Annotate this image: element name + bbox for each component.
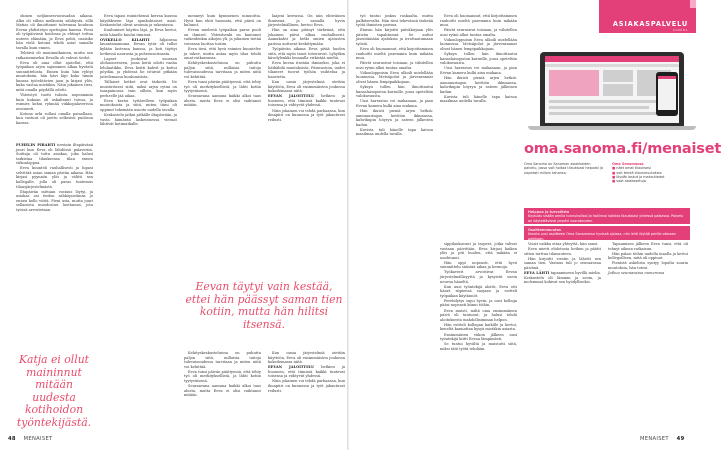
lead-in: EEVAN JALOITTELU (268, 365, 315, 370)
pink-square-icon: ■ (612, 166, 616, 171)
paragraph: Iltapäivän mittaan vastaus löytyi, ja asiakas sai tiedon sähköpostiinsa jo ennen kello viittä. Pieni asia, mutta juuri sellaisista muodostuu luottamus, jota työssä arvostetaan. (16, 189, 93, 212)
paragraph: Eeva muisti, miltä oma ensimmäinen päivä oli tuntunut, ja halusi tehdä aloituksesta mahdollisimman helpon. (440, 308, 517, 322)
banner-brand: SANOMA (672, 29, 688, 32)
paragraph: Kuvista tuli hänelle tapa katsoa maailmaa uudella tavalla. (356, 127, 433, 137)
paragraph: Hän ikuisti pieniä arjen hetkiä: aamuauringon keittiön ikkunassa, kahvikupin höyryn ja sateen jälkeisen kadun. (356, 109, 433, 127)
paragraph: Hän palasi töihin uudella innolla ja kertoi kollegoilleen, mitä oli oppinut. (608, 251, 688, 261)
paragraph: Kehityskeskusteluissa on puhuttu paljon siitä, millaisia taitoja tulevaisuudessa tarvitaan ja miten niitä voi kehittää. (184, 351, 261, 369)
paragraph: Hän oppi nopeasti, että hyvä suunnittelu säästää aikaa ja hermoja. (440, 260, 517, 270)
paragraph: Pienistä askelista syntyy lopulta suuria muutoksia, hän totesi. (608, 261, 688, 270)
paragraph: Syksyn tullen hän ilmoittautui kansalaisopiston kurssille, jossa opeteltiin valokuvausta. (440, 52, 517, 66)
left-column-4-lower (268, 351, 345, 432)
paragraph: Eeva kuunteli rauhallisesti ja lupasi selvittää asian saman päivän aikana. Hän kirjasi pyynnön ylös ja välitti sen kollegalle, jolla oli paras tuntemus tilausjärjestelmästä. (16, 166, 93, 189)
page-gutter (347, 0, 349, 450)
left-column-1 (16, 14, 93, 139)
left-column-1-lower (16, 143, 93, 267)
paragraph: Kun uusia järjestelmiä otettiin käyttöön, Eeva oli ensimmäisten joukossa kokeilemassa niitä. (268, 351, 345, 365)
paragraph: Kun uusi työntekijä aloitti, Eeva otti hänet siipiensä suojaan ja esitteli työpaikan käytännöt. (440, 284, 517, 298)
features-list: Oma Sanomassa ■ näet omat tilauksesi ■ voit tehdä tilausmuutoksia ■ löydät laskut ja maksutiedot ■ saat asiakasetuja (612, 162, 696, 183)
paragraph: Eeva kertoi tyttärelleen työpaikan muutoksista ja siitä, miten tiimi oli oppinut tekemään asioita uudella tavalla. (100, 98, 177, 112)
lead-in: EEVA LÄHTI (524, 271, 550, 276)
paragraph: Kehityskeskusteluissa on puhuttu paljon siitä, millaisia taitoja tulevaisuudessa tarvitaan ja miten niitä voi kehittää. (184, 61, 261, 79)
pink-square-icon: ■ (612, 174, 616, 179)
right-footer-title: MENAISET (640, 436, 669, 442)
paragraph: Kuulumiset käytiin läpi, ja Eeva kertoi, mitä hänelle kuului tiimissä. (100, 28, 177, 37)
right-column-2-upper (440, 14, 517, 238)
paragraph: Eeva tapasi esimiehensä kerran kuussa käydäkseen läpi ajankohtaiset asiat. Keskustelut olivat avoimia ja rakentavia. (100, 14, 177, 28)
paragraph: ohmen neljännesvuosisadan aikana. Alku oli silloin melkoista sähläystä, sillä Matias oli ilmoittanut tulevansa kouluun Eevan yhdistetyn opettajien kanssa. Pieni oli työpäivinsä hoidossa ja ehtinyt tottua uuteen elämään, ja Eeva pohti, osaisiko hän vielä kotona tehdä asiat samalla tavalla kuin ennen. (16, 14, 93, 50)
paragraph: Eeva tiesi, että hyvä esimies kuuntelee ja tukee, mutta antaa myös tilaa tehdä omat ratkaisunsa. (184, 47, 261, 61)
paragraph: Hän on aina pitänyt tärkeänä, että jokainen päivä alkaa rauhallisesti. Aamukahvi ja hetki omien ajatusten parissa auttavat keskittymään. (268, 28, 345, 46)
paragraph: Uusi harrastus vei mukanaan, ja pian Eevan kamera kulki aina mukana. (440, 66, 517, 75)
lead-in: PUHELIN PIRAHTI (16, 143, 56, 147)
paragraph: laajeni kerrassa. On niin ehtiväinen ihmisenä, ja samalla hyvin järjestelmällinen, kertoo Eeva. (268, 14, 345, 28)
paragraph: Eevan mielestä työpaikan paras puoli on ihmiset. Yhteishenki on kantanut vaikeidenkin aikojen yli, ja jokainen tietää voivansa luottaa toisiin. (184, 28, 261, 46)
paragraph: Päivät seurasivat toisiaan, ja vähitellen uusi rytmi alkoi tuntua omalta. (356, 61, 433, 70)
paragraph: Eeva tunsi päivän päättyessä, että tehty työ oli merkityksellistä, ja lähti kotiin tyytyväisenä. (184, 369, 261, 383)
right-column-1 (356, 14, 433, 432)
paragraph: Tehtävä oli monimutkainen, mutta sen ratkaisemiseksi Eevalla oli vahvat tiedot. (16, 50, 93, 60)
banner-corner (690, 0, 696, 8)
laptop-base (528, 126, 696, 130)
paragraph: Hän kirjoitti viestin ja lähetti sen saman tien. Vastaus tuli jo seuraavana päivänä. (524, 256, 601, 270)
paragraph: Eeva kuvaa itseään ihmiseksi, joka ei hätkähdä muutoksista. Päinvastoin, uudet tilanteet tuovat työhön vaihtelua ja haastetta. (268, 61, 345, 79)
paragraph: Seuraavana aamuna kaikki alkoi taas alusta, mutta Eeva ei olisi vaihtanut mitään. (184, 94, 261, 108)
pink-square-icon: ■ (612, 170, 616, 175)
paragraph: sippilaukuvuut ja tarpeet, jotka tulivat vastaan päivittäin. Eeva kirjasi kaiken ylös ja piti huolen, että mikään ei unohtunut. (440, 242, 517, 260)
paragraph: Eeva mietti ehdotusta hetken ja päätti sitten tarttua tilaisuuteen. (524, 247, 601, 256)
left-footer-title: MENAISET (23, 436, 53, 442)
paragraph: Hän esitteli kollegan kaikille ja kertoi, keneltä kannattaa kysyä mistäkin asiasta. (440, 322, 517, 332)
lead-in: OVIKELLO KILAHTI (100, 37, 150, 42)
portal-features (524, 160, 696, 208)
paragraph: OVIKELLO KILAHTI hiljaisena lauantaiaamuna. Eevan tytär oli tullut kylään lastensa kanssa, ja koti täyttyi hetkessä naurusta ja puheensorinasta. (100, 37, 177, 56)
pink-square-icon: ■ (612, 179, 616, 184)
customer-service-banner (599, 0, 696, 33)
paragraph: EEVA LÄHTI tapaamiseen hyvillä mielin. Keskustelu oli lämmin ja avoin, ja molemmat kokivat sen hyödylliseksi. (524, 271, 601, 285)
right-column-4 (608, 242, 688, 432)
paragraph: Näin jokainen voi tehdä parhaansa, kun ilmapiiri on kunnossa ja työt jakautuvat reilusti. (268, 379, 345, 393)
right-page-number: 49 (676, 436, 685, 442)
paragraph: EEVAN JALOITTELU hetkien ja huoneen, että tiimissä kaikki tuntevat toisensa ja viihtyvät yhdessä. (268, 94, 345, 108)
pullquote-1: Katja ei ollut maininnut mitään uudesta kotihoidon työntekijästä. (16, 353, 92, 429)
portal-url[interactable]: oma.sanoma.fi/menaiset (524, 141, 721, 157)
left-column-2 (100, 14, 177, 432)
paragraph: Lapset juoksivat suoraan olohuoneeseen, jossa heitä odotti vanha lelulaatikko. Eeva keitti kahvit ja kattoi pöydän, ja yhdessä he istuivat pitkään juttelemassa kuulumisista. (100, 56, 177, 79)
paragraph: EEVAN JALOITTELU hetkien ja huoneen, että tiimissä kaikki tuntevat toisensa ja viihtyvät yhdessä. (268, 365, 345, 379)
lead-in: EEVAN JALOITTELU (268, 94, 315, 99)
paragraph: Yhteistyö tuotti tulosta nopeammin kuin kukaan oli uskaltanut toivoa, ja esimies kehui ryhmää viikkopalaverissa avoimesti. (16, 93, 93, 111)
right-footer (640, 436, 685, 442)
paragraph: Viikonloppuisin Eeva ulkoili mielellään luonnossa. Metsäpolut ja järvenrannat olivat hänen lempipaikkojaan. (440, 37, 517, 52)
left-column-3-lower (184, 351, 261, 432)
paragraph: Kuvista tuli hänelle tapa katsoa maailmaa uudella tavalla. (440, 94, 517, 104)
paragraph: Kun uusia järjestelmiä otettiin käyttöön, Eeva oli ensimmäisten joukossa kokeilemassa niitä. (268, 80, 345, 94)
info-box-address-change: Osoitteenmuutos Ilmoita uusi osoitteesi Oma Sanomassa hyvissä ajoissa, niin lehti löytää perille oikeaan paikkaan. (524, 226, 690, 240)
features-title: Oma Sanomassa (612, 162, 644, 166)
paragraph: Hän ikuisti pieniä arjen hetkiä: aamuauringon keittiön ikkunassa, kahvikupin höyryn ja sateen jälkeisen kadun. (440, 76, 517, 94)
paragraph: Iltaisin hän kirjoitti päiväkirjaan ylös päivän tapahtumat. Se auttoi jäsentämään ajatuksia ja irrottautumaan työstä. (356, 28, 433, 46)
paragraph: Näin jokainen voi tehdä parhaansa, kun ilmapiiri on kunnossa ja työt jakautuvat reilusti. (268, 108, 345, 122)
paragraph: Eeva oli aina ollut ajatellut, että työpaikan arjen sujuminen alkaa hyvästä suunnittelusta. Ennen kuin hän ryhtyi muutoksiin, hän kävi läpi koko tiimin kanssa työtehtävien jaon ja kirjasi ylös, kuka vastaa mistäkin. Näin jokainen tiesi, mitä omalla pöydällä odotti. (16, 60, 93, 92)
device-mockup (524, 42, 696, 134)
paragraph: Tapaamisen jälkeen Eeva tunsi, että oli tehnyt oikean ratkaisun. (608, 242, 688, 251)
paragraph: Voisit vaikka ottaa yhteyttä, hän sanoi. (528, 242, 599, 246)
right-column-3 (524, 242, 601, 432)
paragraph: Kotona arki rullasi omalla painollaan, kun vastuut oli jaettu selkeästi puolison kanssa. (16, 111, 93, 125)
left-footer (8, 436, 53, 442)
paragraph: Seuraavana aamuna kaikki alkoi taas alusta, mutta Eeva ei olisi vaihtanut mitään. (184, 384, 261, 398)
paragraph: Uusi harrastus vei mukanaan, ja pian Eevan kamera kulki aina mukana. (356, 99, 433, 108)
banner-label: ASIAKASPALVELU (612, 20, 688, 28)
paragraph: Eeva oli huomannut, että kirjoittaminen rauhoitti mieltä paremmin kuin mikään muu. (440, 14, 517, 28)
paragraph: Syksyn tullen hän ilmoittautui kansalaisopiston kurssille, jossa opeteltiin valokuvausta. (356, 85, 433, 99)
features-intro: Oma Sanoma on Sanoman asiakkaiden palvelu, jossa voit hoitaa tilauksiasi helposti ja nopeasti milloin tahansa. (524, 162, 603, 175)
paragraph: Se tuntui hyvältä ja muistutti siitä, miksi tätä työtä tehdään. (440, 342, 517, 351)
paragraph: Ensimmäisen viikon jälkeen uusi työntekijä kiitti Eevaa lämpimästi. (440, 332, 517, 342)
right-column-2 (440, 242, 517, 432)
info-box-login: Helppoa ja turvallista Kirjaudu sisään omilla tunnuksillasi ja hallinnoi kaikkia tilauksiasi yhdessä paikassa. Palvelu on käytettävissä ympäri vuorokauden. (524, 208, 690, 224)
paragraph: Keskustelu jatkui pitkälle iltapäivään, ja vasta hämärän laskeutuessa vieraat lähtivät kotimatkalle. (100, 113, 177, 127)
left-column-4 (268, 14, 345, 276)
paragraph: Eeva tunsi päivän päättyessä, että tehty työ oli merkityksellistä, ja lähti kotiin tyytyväisenä. (184, 80, 261, 94)
paragraph: Eeva oli huomannut, että kirjoittaminen rauhoitti mieltä paremmin kuin mikään muu. (356, 47, 433, 61)
paragraph: Tällaiset hetket ovat tärkeitä. Ne muistuttavat siitä, miksi arjen rytmi on tasapainossa vain silloin, kun myös perheelle jää aikaa. (100, 80, 177, 98)
phone-device (656, 72, 678, 116)
paragraph: Työpäivän aikana Eeva pitää huolen siitä, että myös tauot toteutuvat. Lyhytkin kävelylenkki lounaalla virkistää mieltä. (268, 47, 345, 61)
paragraph: menneyt kuin kymmenen minuuttia. Hyvä kun ehtii huomata, että päivä on kulunut. (184, 14, 261, 28)
left-column-3 (184, 14, 261, 276)
paragraph: Päivät seurasivat toisiaan, ja vähitellen uusi rytmi alkoi tuntua omalta. (440, 28, 517, 37)
paragraph: Perehdytys sujui hyvin, ja uusi kollega pääsi nopeasti kiinni töihin. (440, 298, 517, 308)
paragraph: Työkaverit arvostivat Eevan järjestelmällisyyttä ja kysyivät usein neuvoa häneltä. (440, 270, 517, 284)
left-page-number: 48 (8, 436, 16, 442)
paragraph: työ tuntui joskus raskaalta, mutta palkitsevalta. Hän tiesi tekevänsä tärkeää työtä ihmisten parissa. (356, 14, 433, 28)
pullquote-2: Eevan täytyi vain kestää, ettei hän päässyt saman tien kotiin, mutta hän hilitsi itsensä. (185, 280, 343, 331)
continuation-note: Jatkuu seuraavassa numerossa (608, 271, 665, 276)
paragraph: Viikonloppuisin Eeva ulkoili mielellään luonnossa. Metsäpolut ja järvenrannat olivat hänen lempipaikkojaan. (356, 70, 433, 85)
paragraph: PUHELIN PIRAHTI torstain iltapäivänä juuri kun Eeva oli lähdössä palaveriin. Soittaja oli tuttu asiakas, joka halusi tarkistaa tilauksensa tilan ennen viikonloppua. (16, 143, 93, 166)
